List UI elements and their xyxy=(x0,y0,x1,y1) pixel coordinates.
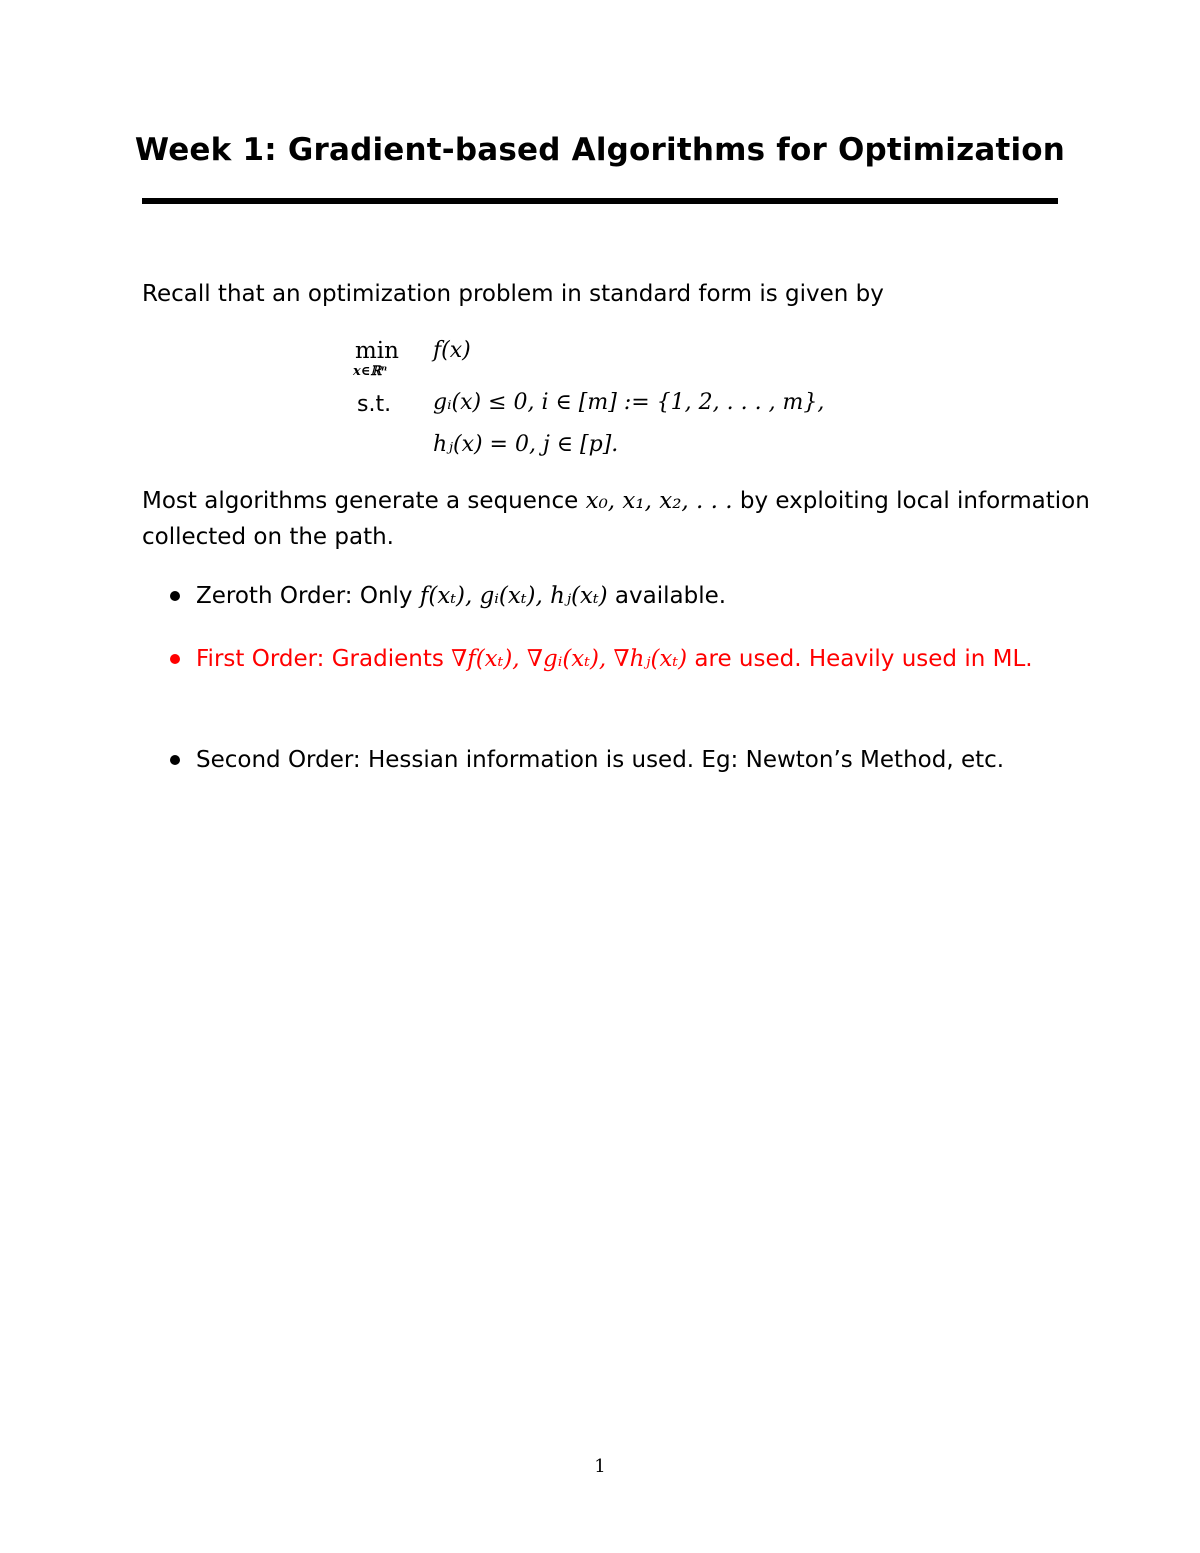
page-title: Week 1: Gradient-based Algorithms for Optimization xyxy=(134,132,1066,168)
bullet-suffix: available. xyxy=(607,583,727,609)
bullet-suffix: are used. Heavily used in ML. xyxy=(687,646,1033,672)
bullet-math: ∇f(xₜ), ∇gᵢ(xₜ), ∇hⱼ(xₜ) xyxy=(451,646,688,672)
sequence-text-suffix: by exploiting local information xyxy=(732,488,1090,514)
bullet-zeroth-order xyxy=(170,577,1058,615)
inequality-constraint: gᵢ(x) ≤ 0, i ∈ [m] := {1, 2, . . . , m}, xyxy=(433,390,825,415)
bullet-first-order xyxy=(170,640,1058,678)
bullet-prefix: Second Order: Hessian information is used. Eg: Newton’s Method, etc. xyxy=(196,747,1005,773)
title-rule xyxy=(142,198,1058,204)
equality-constraint: hⱼ(x) = 0, j ∈ [p]. xyxy=(433,432,619,457)
bullet-prefix: First Order: Gradients xyxy=(196,646,452,672)
optimization-problem xyxy=(0,330,1200,470)
subject-to-label: s.t. xyxy=(357,392,392,417)
sequence-paragraph-line-2: collected on the path. xyxy=(142,524,394,550)
bullet-icon xyxy=(170,654,180,664)
bullet-math: f(xₜ), gᵢ(xₜ), hⱼ(xₜ) xyxy=(419,583,608,609)
bullet-icon xyxy=(170,591,180,601)
page-number: 1 xyxy=(594,1456,606,1477)
sequence-paragraph-line-1 xyxy=(142,483,1090,519)
sequence-math: x₀, x₁, x₂, . . . xyxy=(585,488,733,514)
objective-function: f(x) xyxy=(433,338,471,363)
bullet-second-order xyxy=(170,741,1058,779)
intro-paragraph: Recall that an optimization problem in standard form is given by xyxy=(142,281,884,307)
bullet-text xyxy=(196,640,1058,678)
bullet-icon xyxy=(170,755,180,765)
sequence-text-prefix: Most algorithms generate a sequence xyxy=(142,488,586,514)
bullet-text xyxy=(196,577,1058,615)
bullet-prefix: Zeroth Order: Only xyxy=(196,583,420,609)
min-operator: min xyxy=(355,338,399,364)
min-subscript: x∈ℝⁿ xyxy=(353,364,388,379)
bullet-text xyxy=(196,741,1058,779)
